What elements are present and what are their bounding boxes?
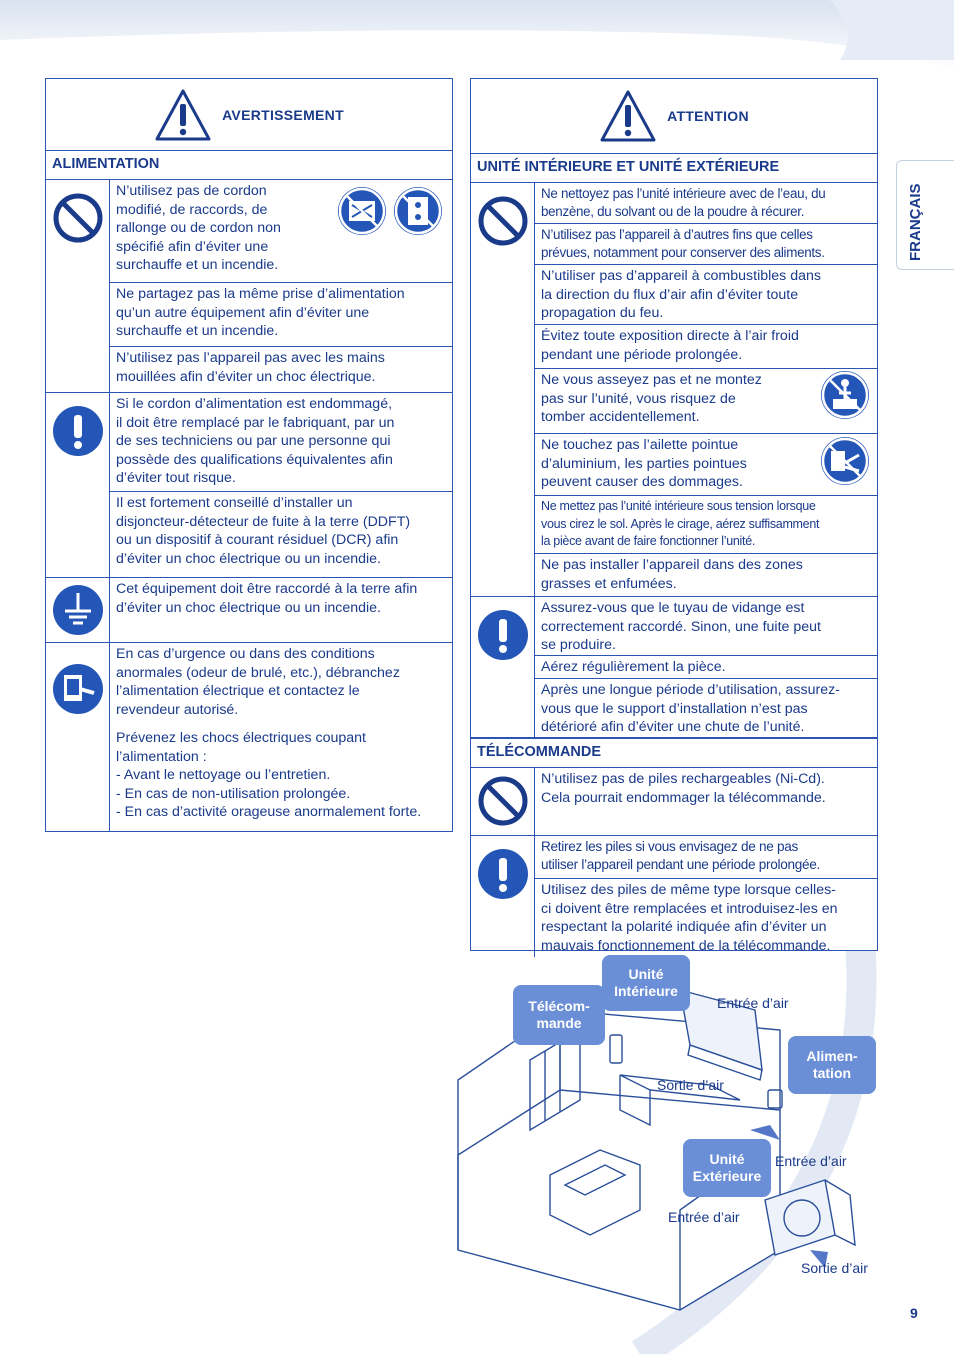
text-cell: Retirez les piles si vous envisagez de ne pas utiliser l’appareil pendant une période prolongée. <box>535 836 877 879</box>
text-cell: Prévenez les chocs électriques coupant l’alimentation : - Avant le nettoyage ou l’entretien. - En cas de non-utilisation prolongée. - En cas d’activité orageuse anormalement forte. <box>116 730 422 820</box>
mandatory-group-remote <box>471 836 877 957</box>
warning-triangle-icon <box>154 88 212 142</box>
prohibition-icon <box>477 195 529 247</box>
prohibition-group-remote <box>471 768 877 836</box>
prohibition-icon-cell <box>471 183 535 596</box>
caution-header <box>471 79 877 154</box>
text-cell: En cas d’urgence ou dans des conditions anormales (odeur de brulé, etc.), débranchez l’alimentation électrique et contactez le revendeur autorisé. <box>116 646 400 718</box>
caution-title: ATTENTION <box>667 108 749 124</box>
power-off-icon-cell <box>46 643 110 831</box>
text-cell: Ne vous asseyez pas et ne montez pas sur l’unité, vous risquez de tomber accidentellement. <box>535 369 877 434</box>
language-tab <box>896 160 954 270</box>
warning-title: AVERTISSEMENT <box>222 106 344 123</box>
earth-ground-icon <box>52 584 104 636</box>
air-outlet-label: Sortie d’air <box>801 1260 868 1276</box>
text-cell: Ne pas installer l’appareil dans des zones grasses et enfumées. <box>541 557 803 592</box>
air-inlet-label: Entrée d’air <box>717 995 789 1011</box>
text-cell: Ne mettez pas l’unité intérieure sous tension lorsque vous cirez le sol. Après le cirage, aérez suffisamment la pièce avant de faire fonctionner l’unité. <box>535 496 877 554</box>
text-cell: N’utilisez pas de cordon modifié, de raccords, de rallonge ou de cordon non spécifié afin d’éviter une surchauffe et un incendie. <box>110 180 452 283</box>
prohibition-group <box>46 180 452 393</box>
mandatory-group <box>471 597 877 738</box>
mandatory-icon-cell <box>471 597 535 737</box>
mandatory-icon-cell <box>471 836 535 957</box>
section-units: UNITÉ INTÉRIEURE ET UNITÉ EXTÉRIEURE <box>471 154 877 183</box>
mandatory-exclamation-icon <box>477 609 529 661</box>
prohibition-icon <box>477 775 529 827</box>
earth-icon-cell <box>46 578 110 642</box>
text-cell: N’utiliser pas d’appareil à combustibles dans la direction du flux d’air afin d’éviter toute propagation du feu. <box>535 265 877 325</box>
outdoor-unit-bubble: Unité Extérieure <box>683 1139 771 1197</box>
power-bubble: Alimen- tation <box>788 1036 876 1094</box>
text-cell: N’utilisez pas l’appareil à d’autres fins que celles prévues, notamment pour conserver des aliments. <box>535 224 877 265</box>
text-cell: Après une longue période d’utilisation, assurez- vous que le support d’installation n’est pas détérioré afin d’éviter une chute de l’unité. <box>541 682 840 735</box>
text-cell: Assurez-vous que le tuyau de vidange est correctement raccordé. Sinon, une fuite peut se produire. <box>535 597 877 656</box>
air-inlet-label: Entrée d’air <box>668 1209 740 1225</box>
section-remote: TÉLÉCOMMANDE <box>471 738 877 768</box>
mandatory-exclamation-icon <box>477 848 529 900</box>
page-number: 9 <box>910 1305 918 1321</box>
text-cell: Il est fortement conseillé d’installer un disjoncteur-détecteur de fuite à la terre (DDFT) ou un dispositif à courant résiduel (DCR) afin d’éviter un choc électrique ou un incendie. <box>116 495 411 567</box>
text-cell: Cet équipement doit être raccordé à la terre afin d’éviter un choc électrique ou un incendie. <box>116 581 418 616</box>
language-tab-label: FRANÇAIS <box>907 183 924 261</box>
no-shared-socket-icon <box>392 185 444 237</box>
unplug-icon <box>52 663 104 715</box>
mandatory-group <box>46 393 452 578</box>
caution-panel <box>470 78 878 954</box>
mandatory-exclamation-icon <box>52 405 104 457</box>
no-touching-fin-icon <box>819 435 871 487</box>
warning-panel <box>45 78 453 832</box>
caution-triangle-icon <box>599 89 657 143</box>
prohibition-icon-cell <box>46 180 110 392</box>
warning-header <box>46 79 452 151</box>
prohibition-group <box>471 183 877 597</box>
earth-group <box>46 578 452 643</box>
text-cell: Ne touchez pas l’ailette pointue d’aluminium, les parties pointues peuvent causer des dommages. <box>535 434 877 496</box>
remote-bubble: Télécom- mande <box>513 985 605 1045</box>
no-climbing-icon <box>819 369 871 421</box>
air-outlet-label: Sortie d’air <box>657 1077 724 1093</box>
air-inlet-label: Entrée d’air <box>775 1153 847 1169</box>
text-cell: Ne nettoyez pas l’unité intérieure avec de l’eau, du benzène, du solvant ou de la poudre à récurer. <box>535 183 877 224</box>
text-cell: N’utilisez pas l’appareil pas avec les mains mouillées afin d’éviter un choc électrique. <box>116 350 385 385</box>
text-cell: Aérez régulièrement la pièce. <box>535 656 877 679</box>
power-off-group <box>46 643 452 831</box>
text-cell: Évitez toute exposition directe à l’air froid pendant une période prolongée. <box>535 325 877 369</box>
indoor-unit-bubble: Unité Intérieure <box>602 955 690 1011</box>
text-cell: N’utilisez pas de piles rechargeables (Ni-Cd). Cela pourrait endommager la télécommande. <box>541 771 826 806</box>
prohibition-icon-cell <box>471 768 535 835</box>
text-cell: Si le cordon d’alimentation est endommagé, il doit être remplacé par le fabriquant, par un de ses techniciens ou par une personne qui possède des qualifications équivalentes afin d’éviter tout risque. <box>110 393 452 492</box>
text-cell: Ne partagez pas la même prise d’alimentation qu’un autre équipement afin d’éviter une surchauffe et un incendie. <box>110 283 452 347</box>
no-extension-cord-icon <box>336 185 388 237</box>
section-alimentation: ALIMENTATION <box>46 151 452 180</box>
text-cell: Utilisez des piles de même type lorsque celles- ci doivent être remplacées et introduisez-les en respectant la polarité indiquée afin d’éviter un mauvais fonctionnement de la télécommande. <box>541 882 838 954</box>
mandatory-icon-cell <box>46 393 110 577</box>
prohibition-icon <box>52 192 104 244</box>
